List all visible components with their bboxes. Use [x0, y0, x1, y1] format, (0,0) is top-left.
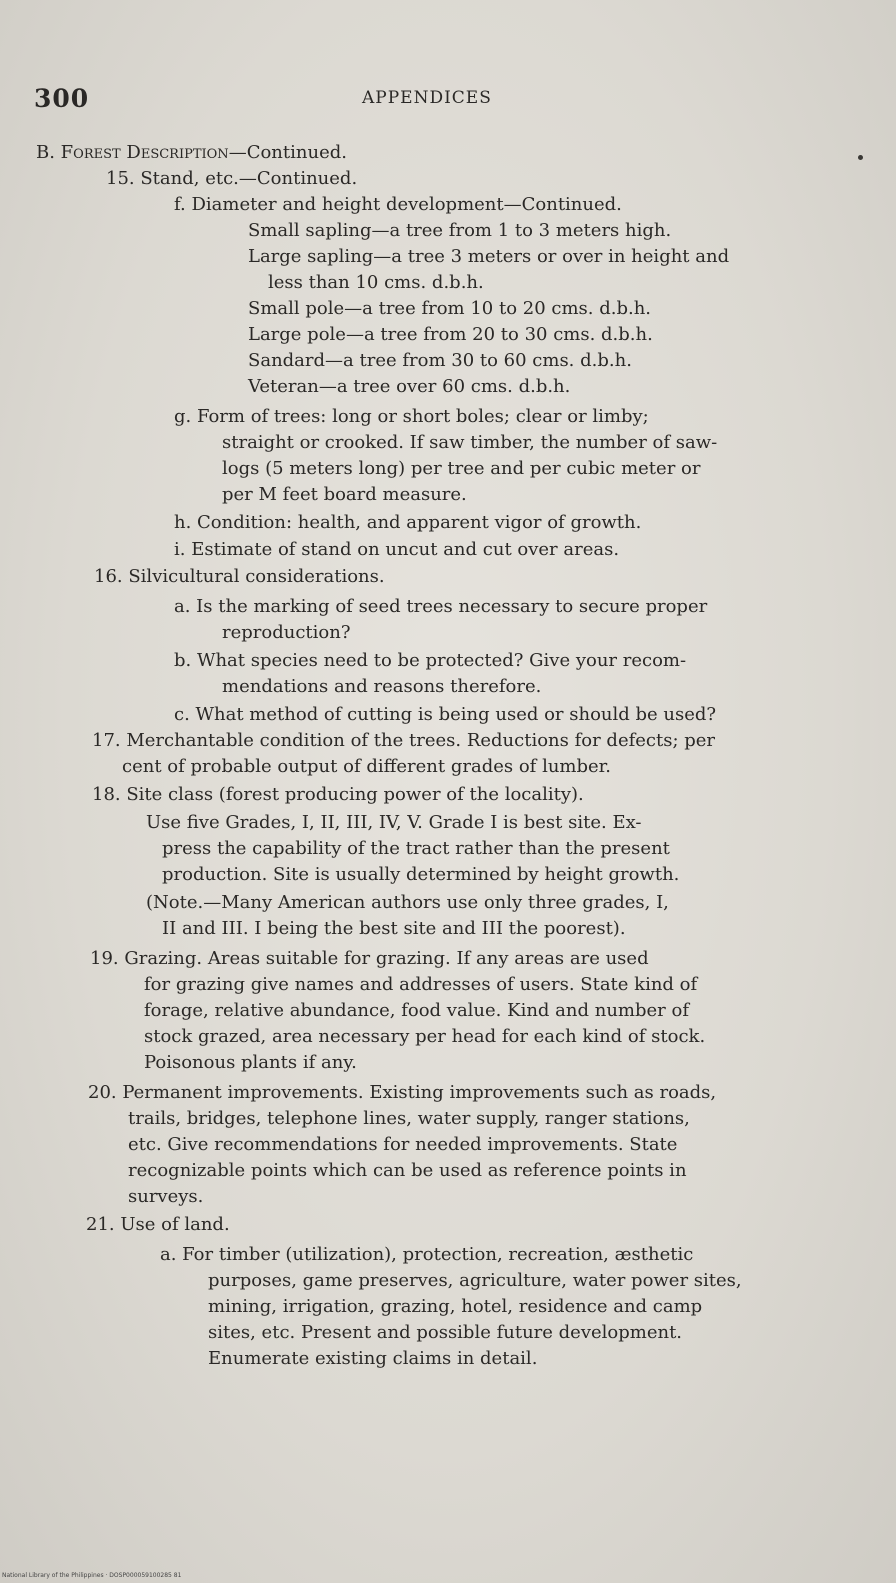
item-20-line: surveys. [128, 1186, 204, 1207]
large-sapling-line: Large sapling—a tree 3 meters or over in height and [248, 246, 730, 267]
item-15g-line: straight or crooked. If saw timber, the number of saw- [222, 432, 718, 453]
ink-speck [858, 155, 863, 160]
item-21a-line: a. For timber (utilization), protection, recreation, æsthetic [160, 1244, 694, 1265]
item-20-line: recognizable points which can be used as reference points in [128, 1160, 687, 1181]
item-15g-line: logs (5 meters long) per tree and per cubic meter or [222, 458, 701, 479]
item-19-line: Poisonous plants if any. [144, 1052, 357, 1073]
item-19-line: forage, relative abundance, food value. Kind and number of [144, 1000, 689, 1021]
item-19-line: for grazing give names and addresses of users. State kind of [144, 974, 698, 995]
item-20-line: 20. Permanent improvements. Existing improvements such as roads, [88, 1082, 717, 1103]
item-16b-line: b. What species need to be protected? Give your recom- [174, 650, 687, 671]
item-21a-line: Enumerate existing claims in detail. [208, 1348, 538, 1369]
item-18-note-line: II and III. I being the best site and III the poorest). [162, 918, 626, 939]
item-20-line: trails, bridges, telephone lines, water supply, ranger stations, [128, 1108, 690, 1129]
item-15f-heading: f. Diameter and height development—Continued. [174, 194, 622, 215]
item-15g-line: per M feet board measure. [222, 484, 467, 505]
item-15g-line: g. Form of trees: long or short boles; clear or limby; [174, 406, 649, 427]
item-21a-line: mining, irrigation, grazing, hotel, residence and camp [208, 1296, 703, 1317]
item-15h-line: h. Condition: health, and apparent vigor of growth. [174, 512, 642, 533]
item-16c-line: c. What method of cutting is being used or should be used? [174, 704, 717, 725]
sandard-line: Sandard—a tree from 30 to 60 cms. d.b.h. [248, 350, 632, 371]
small-sapling-line: Small sapling—a tree from 1 to 3 meters high. [248, 220, 672, 241]
item-21a-line: sites, etc. Present and possible future development. [208, 1322, 683, 1343]
item-18-heading: 18. Site class (forest producing power of the locality). [92, 784, 584, 805]
item-16-heading: 16. Silvicultural considerations. [94, 566, 385, 587]
item-16a-line: reproduction? [222, 622, 351, 643]
item-15i-line: i. Estimate of stand on uncut and cut over areas. [174, 539, 620, 560]
item-17-line: 17. Merchantable condition of the trees. Reductions for defects; per [92, 730, 716, 751]
item-21-heading: 21. Use of land. [86, 1214, 230, 1235]
page-number: 300 [34, 84, 90, 113]
small-pole-line: Small pole—a tree from 10 to 20 cms. d.b.h. [248, 298, 652, 319]
item-16a-line: a. Is the marking of seed trees necessary to secure proper [174, 596, 708, 617]
item-21a-line: purposes, game preserves, agriculture, water power sites, [208, 1270, 742, 1291]
item-15-heading: 15. Stand, etc.—Continued. [106, 168, 358, 189]
item-18-line: press the capability of the tract rather than the present [162, 838, 670, 859]
large-sapling-line-cont: less than 10 cms. d.b.h. [268, 272, 484, 293]
section-heading: B. Forest Description—Continued. [36, 142, 347, 163]
item-17-line: cent of probable output of different grades of lumber. [122, 756, 612, 777]
item-20-line: etc. Give recommendations for needed improvements. State [128, 1134, 678, 1155]
running-title: APPENDICES [362, 88, 492, 108]
large-pole-line: Large pole—a tree from 20 to 30 cms. d.b.h. [248, 324, 653, 345]
veteran-line: Veteran—a tree over 60 cms. d.b.h. [248, 376, 571, 397]
item-16b-line: mendations and reasons therefore. [222, 676, 542, 697]
item-18-line: production. Site is usually determined by height growth. [162, 864, 680, 885]
scan-credit: National Library of the Philippines · DOSP000059100285 81 [2, 1572, 182, 1579]
item-18-line: Use five Grades, I, II, III, IV, V. Grade I is best site. Ex- [146, 812, 642, 833]
item-19-line: 19. Grazing. Areas suitable for grazing. If any areas are used [90, 948, 649, 969]
item-19-line: stock grazed, area necessary per head for each kind of stock. [144, 1026, 706, 1047]
item-18-note-line: (Note.—Many American authors use only three grades, I, [146, 892, 669, 913]
